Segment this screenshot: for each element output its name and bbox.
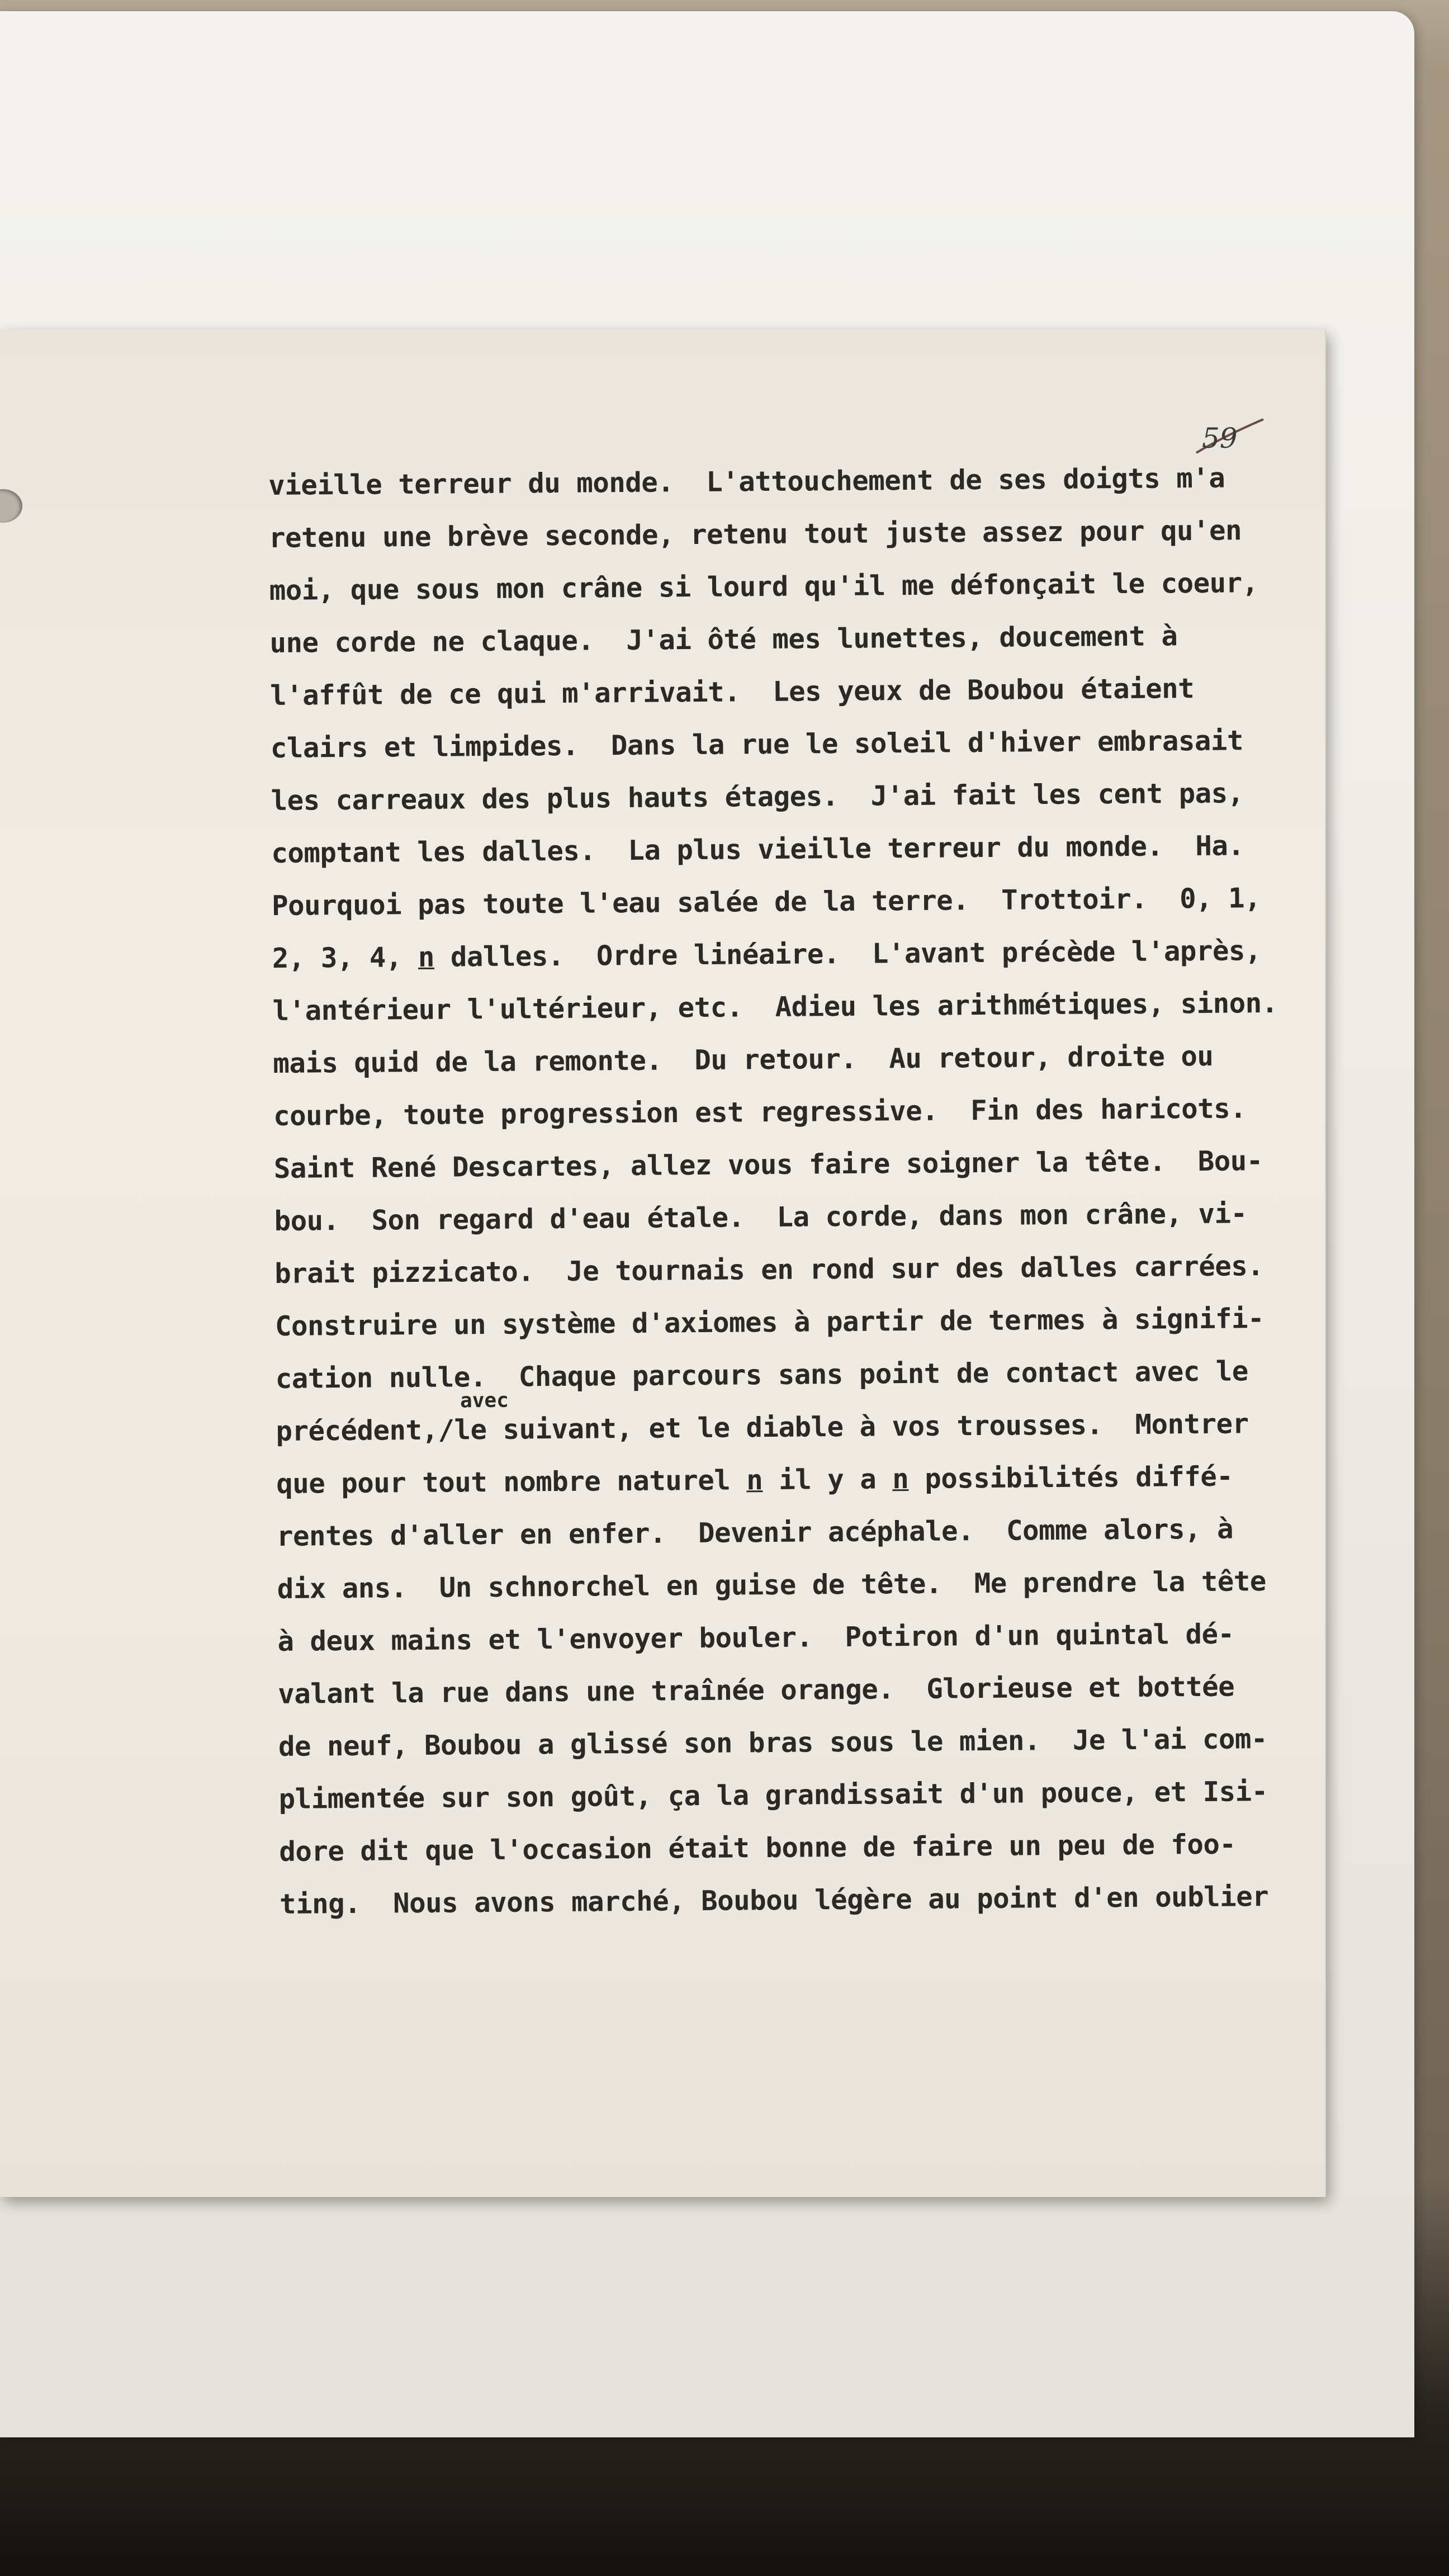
- text-line: cation nulle. Chaque parcours sans point de contact avec le: [275, 1355, 1248, 1395]
- text-line: l'affût de ce qui m'arrivait. Les yeux de Boubou étaient: [269, 673, 1195, 712]
- text-segment: dalles. Ordre linéaire. L'avant précède l'après,: [434, 935, 1262, 973]
- text-line: rentes d'aller en enfer. Devenir acéphale. Comme alors, à: [276, 1513, 1234, 1552]
- text-line: à deux mains et l'envoyer bouler. Potiron d'un quintal dé-: [277, 1618, 1234, 1658]
- text-line: de neuf, Boubou a glissé son bras sous le mien. Je l'ai com-: [278, 1723, 1268, 1763]
- text-line: brait pizzicato. Je tournais en rond sur des dalles carrées.: [274, 1250, 1264, 1290]
- text-segment: que pour tout nombre naturel: [276, 1464, 747, 1500]
- text-line: Pourquoi pas toute l'eau salée de la terre. Trottoir. 0, 1,: [271, 882, 1261, 922]
- text-line: ting. Nous avons marché, Boubou légère au point d'en oublier: [279, 1881, 1269, 1920]
- text-segment: 2, 3, 4,: [272, 941, 419, 974]
- text-line: dore dit que l'occasion était bonne de faire un peu de foo-: [279, 1828, 1236, 1868]
- text-line: clairs et limpides. Dans la rue le soleil d'hiver embrasait: [270, 724, 1244, 764]
- text-line: les carreaux des plus hauts étages. J'ai fait les cent pas,: [271, 777, 1244, 817]
- handwritten-insertion: avec: [460, 1389, 509, 1413]
- text-line: moi, que sous mon crâne si lourd qu'il me défonçait le coeur,: [269, 567, 1258, 607]
- text-line: valant la rue dans une traînée orange. Glorieuse et bottée: [277, 1670, 1235, 1710]
- text-line: [272, 935, 1261, 974]
- underlined-variable: n: [892, 1463, 909, 1495]
- text-line: comptant les dalles. La plus vieille terreur du monde. Ha.: [271, 830, 1244, 869]
- typed-text-block: [268, 461, 1355, 2091]
- text-segment: possibilités diffé-: [908, 1460, 1233, 1495]
- page-number: 59: [1202, 422, 1238, 454]
- text-line: mais quid de la remonte. Du retour. Au retour, droite ou: [273, 1040, 1214, 1079]
- text-segment: il y a: [763, 1463, 893, 1497]
- punch-hole: [0, 489, 22, 523]
- text-line: bou. Son regard d'eau étale. La corde, dans mon crâne, vi-: [274, 1197, 1247, 1237]
- text-line: courbe, toute progression est regressive. Fin des haricots.: [273, 1092, 1247, 1132]
- text-line: dix ans. Un schnorchel en guise de tête. Me prendre la tête: [277, 1565, 1266, 1605]
- underlined-variable: n: [418, 941, 435, 973]
- text-line: une corde ne claque. J'ai ôté mes lunettes, doucement à: [269, 620, 1178, 659]
- text-line: vieille terreur du monde. L'attouchement de ses doigts m'a: [268, 462, 1225, 501]
- text-line: l'antérieur l'ultérieur, etc. Adieu les arithmétiques, sinon.: [272, 987, 1278, 1027]
- text-line: plimentée sur son goût, ça la grandissait d'un pouce, et Isi-: [278, 1775, 1268, 1815]
- text-line: Construire un système d'axiomes à partir de termes à signifi-: [274, 1303, 1265, 1342]
- typed-manuscript-page: [0, 330, 1326, 2197]
- text-line: précédent,/le suivant, et le diable à vos trousses. Montrer: [276, 1408, 1249, 1447]
- text-line: [276, 1461, 1233, 1500]
- underlined-variable: n: [746, 1464, 763, 1497]
- text-line: Saint René Descartes, allez vous faire soigner la tête. Bou-: [273, 1145, 1263, 1185]
- text-line: retenu une brève seconde, retenu tout juste assez pour qu'en: [268, 514, 1242, 554]
